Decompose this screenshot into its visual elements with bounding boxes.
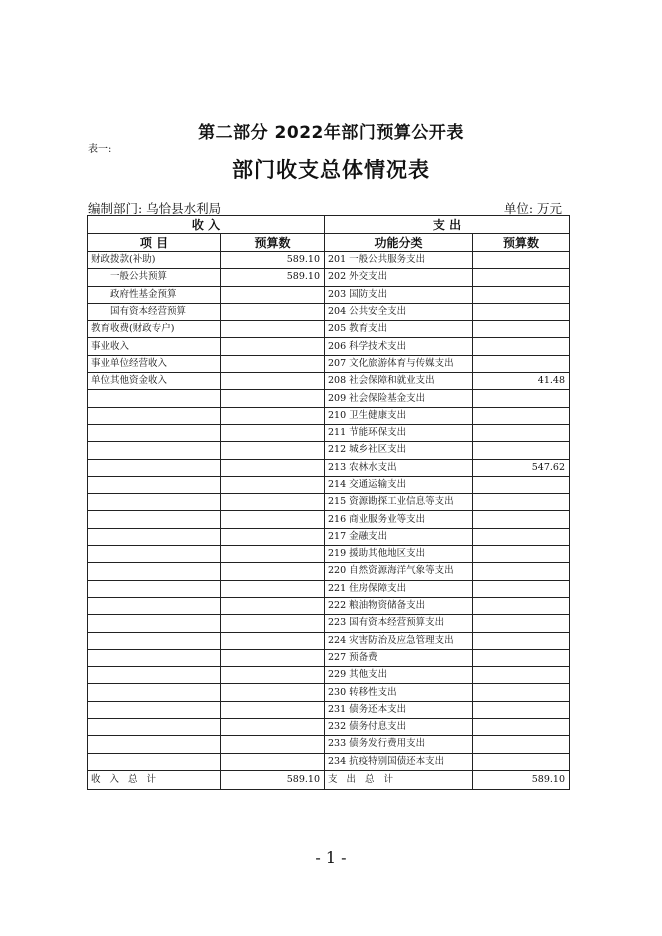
function-class-cell: 229 其他支出 (325, 667, 473, 684)
expense-amount-cell (473, 736, 570, 753)
col-budget2-header: 预算数 (473, 234, 570, 252)
table-row (88, 615, 570, 632)
function-class-cell: 232 债务付息支出 (325, 719, 473, 736)
table-row (88, 649, 570, 666)
table-row (88, 580, 570, 597)
function-class-cell: 222 粮油物资储备支出 (325, 597, 473, 614)
table-row (88, 563, 570, 580)
income-amount-cell (221, 321, 325, 338)
income-amount-cell: 589.10 (221, 252, 325, 269)
income-item-cell: 事业收入 (88, 338, 221, 355)
table-row (88, 476, 570, 493)
income-amount-cell: 589.10 (221, 269, 325, 286)
function-class-cell: 217 金融支出 (325, 528, 473, 545)
total-expense-label: 支 出 总 计 (325, 770, 473, 789)
table-row (88, 753, 570, 770)
total-income-value: 589.10 (221, 770, 325, 789)
function-class-cell: 213 农林水支出 (325, 459, 473, 476)
income-amount-cell (221, 580, 325, 597)
total-expense-value: 589.10 (473, 770, 570, 789)
table-row (88, 373, 570, 390)
function-class-cell: 201 一般公共服务支出 (325, 252, 473, 269)
income-item-cell (88, 736, 221, 753)
table-row (88, 511, 570, 528)
expense-amount-cell (473, 476, 570, 493)
function-class-cell: 221 住房保障支出 (325, 580, 473, 597)
income-item-cell (88, 442, 221, 459)
table-row (88, 719, 570, 736)
income-item-cell (88, 390, 221, 407)
expense-amount-cell (473, 528, 570, 545)
function-class-cell: 216 商业服务业等支出 (325, 511, 473, 528)
income-amount-cell (221, 615, 325, 632)
table-row (88, 597, 570, 614)
department-label: 编制部门: 乌恰县水利局 (88, 201, 222, 216)
unit-label: 单位: 万元 (503, 201, 562, 216)
table-row (88, 269, 570, 286)
expense-amount-cell (473, 286, 570, 303)
income-item-cell (88, 753, 221, 770)
col-function-header: 功能分类 (325, 234, 473, 252)
function-class-cell: 211 节能环保支出 (325, 424, 473, 441)
expense-amount-cell (473, 442, 570, 459)
total-row (88, 770, 570, 789)
function-class-cell: 212 城乡社区支出 (325, 442, 473, 459)
section-header-row (88, 216, 570, 234)
function-class-cell: 231 债务还本支出 (325, 701, 473, 718)
income-item-cell (88, 667, 221, 684)
expense-amount-cell (473, 684, 570, 701)
income-item-cell: 财政拨款(补助) (88, 252, 221, 269)
income-item-cell (88, 546, 221, 563)
table-row (88, 286, 570, 303)
income-item-cell: 教育收费(财政专户) (88, 321, 221, 338)
income-amount-cell (221, 476, 325, 493)
income-amount-cell (221, 424, 325, 441)
table-row (88, 736, 570, 753)
expense-amount-cell (473, 355, 570, 372)
expense-amount-cell (473, 511, 570, 528)
table-number: 表一: (88, 144, 112, 155)
table-row (88, 252, 570, 269)
income-amount-cell (221, 511, 325, 528)
income-item-cell: 政府性基金预算 (88, 286, 221, 303)
total-income-label: 收 入 总 计 (88, 770, 221, 789)
income-amount-cell (221, 563, 325, 580)
expense-header: 支 出 (325, 216, 570, 234)
income-item-cell: 国有资本经营预算 (88, 303, 221, 320)
table-row (88, 424, 570, 441)
table-row (88, 684, 570, 701)
income-amount-cell (221, 632, 325, 649)
function-class-cell: 207 文化旅游体育与传媒支出 (325, 355, 473, 372)
expense-amount-cell (473, 252, 570, 269)
page-number: - 1 - (315, 848, 347, 867)
table-row (88, 442, 570, 459)
column-header-row (88, 234, 570, 252)
function-class-cell: 209 社会保险基金支出 (325, 390, 473, 407)
income-amount-cell (221, 286, 325, 303)
function-class-cell: 230 转移性支出 (325, 684, 473, 701)
function-class-cell: 210 卫生健康支出 (325, 407, 473, 424)
income-item-cell (88, 684, 221, 701)
table-row (88, 667, 570, 684)
income-amount-cell (221, 753, 325, 770)
table-row (88, 321, 570, 338)
income-item-cell (88, 580, 221, 597)
income-amount-cell (221, 390, 325, 407)
expense-amount-cell: 41.48 (473, 373, 570, 390)
income-item-cell: 事业单位经营收入 (88, 355, 221, 372)
income-item-cell (88, 632, 221, 649)
expense-amount-cell (473, 269, 570, 286)
income-item-cell (88, 649, 221, 666)
table-row (88, 390, 570, 407)
expense-amount-cell (473, 667, 570, 684)
function-class-cell: 203 国防支出 (325, 286, 473, 303)
table-row (88, 494, 570, 511)
income-amount-cell (221, 494, 325, 511)
income-amount-cell (221, 528, 325, 545)
table-row (88, 546, 570, 563)
table-row (88, 701, 570, 718)
income-item-cell: 一般公共预算 (88, 269, 221, 286)
expense-amount-cell (473, 615, 570, 632)
expense-amount-cell (473, 321, 570, 338)
income-amount-cell (221, 546, 325, 563)
income-item-cell (88, 424, 221, 441)
function-class-cell: 227 预备费 (325, 649, 473, 666)
table-row (88, 355, 570, 372)
table-row (88, 459, 570, 476)
table-row (88, 528, 570, 545)
function-class-cell: 202 外交支出 (325, 269, 473, 286)
function-class-cell: 208 社会保障和就业支出 (325, 373, 473, 390)
income-amount-cell (221, 597, 325, 614)
expense-amount-cell (473, 494, 570, 511)
income-header: 收 入 (88, 216, 325, 234)
income-amount-cell (221, 684, 325, 701)
col-budget-header: 预算数 (221, 234, 325, 252)
expense-amount-cell (473, 753, 570, 770)
income-item-cell (88, 407, 221, 424)
expense-amount-cell (473, 597, 570, 614)
function-class-cell: 215 资源勘探工业信息等支出 (325, 494, 473, 511)
income-item-cell (88, 476, 221, 493)
function-class-cell: 234 抗疫特别国债还本支出 (325, 753, 473, 770)
function-class-cell: 214 交通运输支出 (325, 476, 473, 493)
expense-amount-cell: 547.62 (473, 459, 570, 476)
expense-amount-cell (473, 649, 570, 666)
expense-amount-cell (473, 390, 570, 407)
col-item-header: 项 目 (88, 234, 221, 252)
expense-amount-cell (473, 424, 570, 441)
function-class-cell: 219 援助其他地区支出 (325, 546, 473, 563)
function-class-cell: 223 国有资本经营预算支出 (325, 615, 473, 632)
expense-amount-cell (473, 719, 570, 736)
income-amount-cell (221, 667, 325, 684)
income-item-cell (88, 719, 221, 736)
income-amount-cell (221, 442, 325, 459)
income-item-cell (88, 459, 221, 476)
expense-amount-cell (473, 546, 570, 563)
table-row (88, 632, 570, 649)
income-amount-cell (221, 407, 325, 424)
income-amount-cell (221, 303, 325, 320)
function-class-cell: 233 债务发行费用支出 (325, 736, 473, 753)
income-amount-cell (221, 719, 325, 736)
page-title: 部门收支总体情况表 (232, 157, 430, 182)
income-item-cell (88, 528, 221, 545)
expense-amount-cell (473, 701, 570, 718)
table-row (88, 338, 570, 355)
income-amount-cell (221, 373, 325, 390)
expense-amount-cell (473, 580, 570, 597)
expense-amount-cell (473, 563, 570, 580)
income-item-cell (88, 494, 221, 511)
function-class-cell: 220 自然资源海洋气象等支出 (325, 563, 473, 580)
income-item-cell (88, 563, 221, 580)
part-title: 第二部分 2022年部门预算公开表 (198, 123, 464, 143)
expense-amount-cell (473, 407, 570, 424)
function-class-cell: 204 公共安全支出 (325, 303, 473, 320)
function-class-cell: 224 灾害防治及应急管理支出 (325, 632, 473, 649)
table-row (88, 303, 570, 320)
expense-amount-cell (473, 303, 570, 320)
income-item-cell (88, 615, 221, 632)
function-class-cell: 205 教育支出 (325, 321, 473, 338)
budget-table (87, 215, 570, 790)
income-amount-cell (221, 649, 325, 666)
income-amount-cell (221, 355, 325, 372)
function-class-cell: 206 科学技术支出 (325, 338, 473, 355)
expense-amount-cell (473, 338, 570, 355)
income-amount-cell (221, 736, 325, 753)
table-row (88, 407, 570, 424)
income-item-cell: 单位其他资金收入 (88, 373, 221, 390)
income-amount-cell (221, 701, 325, 718)
income-item-cell (88, 511, 221, 528)
income-item-cell (88, 701, 221, 718)
income-amount-cell (221, 338, 325, 355)
income-item-cell (88, 597, 221, 614)
expense-amount-cell (473, 632, 570, 649)
income-amount-cell (221, 459, 325, 476)
